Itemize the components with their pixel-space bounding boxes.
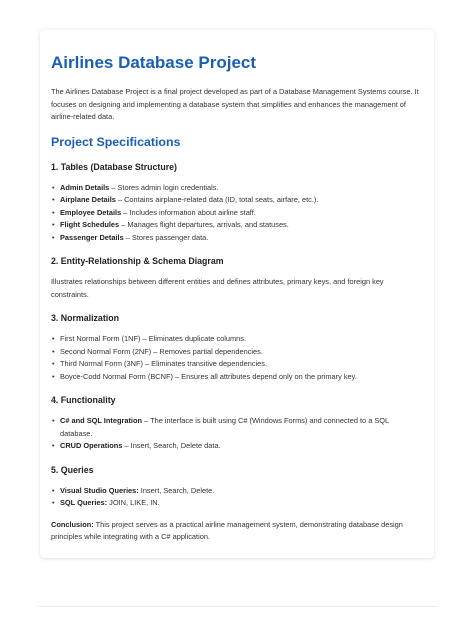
bullet-icon: • xyxy=(52,232,55,242)
item-text: – Contains airplane-related data (ID, total seats, airfare, etc.). xyxy=(115,195,319,204)
queries-heading: 5. Queries xyxy=(51,464,94,475)
list-item xyxy=(51,485,423,498)
page-title: Airlines Database Project xyxy=(51,53,257,72)
list-item xyxy=(51,194,423,207)
item-text: Boyce-Codd Normal Form (BCNF) – Ensures all attributes depend only on the primary key. xyxy=(60,371,357,381)
tables-list xyxy=(51,182,423,245)
conclusion-text: This project serves as a practical airline management system, demonstrating database design principles while integrating with a C# application. xyxy=(51,519,403,541)
functionality-heading: 4. Functionality xyxy=(51,395,116,405)
bullet-icon: • xyxy=(52,359,55,368)
list-item xyxy=(51,219,423,232)
list-item xyxy=(51,497,423,510)
erd-paragraph: Illustrates relationships between different entities and defines attributes, primary keys, and foreign key constraints. xyxy=(51,277,384,299)
list-item xyxy=(51,182,423,195)
list-item xyxy=(51,358,423,371)
page-divider xyxy=(36,606,438,607)
bullet-icon: • xyxy=(52,346,55,356)
erd-heading: 2. Entity-Relationship & Schema Diagram xyxy=(51,256,224,266)
item-lead: Passenger Details xyxy=(60,232,124,242)
list-item xyxy=(51,346,423,359)
item-text: Second Normal Form (2NF) – Removes partial dependencies. xyxy=(60,346,263,356)
bullet-icon: • xyxy=(52,182,55,192)
bullet-icon: • xyxy=(52,441,55,450)
bullet-icon: • xyxy=(52,416,55,425)
bullet-icon: • xyxy=(52,485,55,495)
item-lead: Admin Details xyxy=(60,182,110,192)
intro-paragraph: The Airlines Database Project is a final project developed as part of a Database Management Systems course. It focuses on designing and implementing a database system that simplifies and enhances the management of airline-related data. xyxy=(51,87,419,121)
item-text: Insert, Search, Delete. xyxy=(138,485,215,495)
item-lead: Visual Studio Queries: xyxy=(60,485,139,495)
normalization-heading: 3. Normalization xyxy=(51,313,119,323)
item-text: – The interface is built using C# (Windows Forms) and connected to a SQL database. xyxy=(60,416,389,438)
item-text: First Normal Form (1NF) – Eliminates duplicate columns. xyxy=(60,334,247,343)
item-lead: Employee Details xyxy=(60,207,122,217)
bullet-icon: • xyxy=(52,498,55,507)
normalization-list xyxy=(51,333,423,383)
bullet-icon: • xyxy=(52,195,55,204)
list-item xyxy=(51,440,423,453)
item-lead: CRUD Operations xyxy=(60,441,123,450)
conclusion-lead: Conclusion: xyxy=(51,519,94,529)
list-item xyxy=(51,207,423,220)
item-lead: Airplane Details xyxy=(60,195,116,204)
tables-heading: 1. Tables (Database Structure) xyxy=(51,161,177,172)
item-text: – Stores admin login credentials. xyxy=(109,182,219,192)
item-lead: Flight Schedules xyxy=(60,220,120,229)
list-item xyxy=(51,371,423,384)
item-lead: C# and SQL Integration xyxy=(60,416,142,425)
bullet-icon: • xyxy=(52,220,55,229)
item-lead: SQL Queries: xyxy=(60,498,108,507)
item-text: Third Normal Form (3NF) – Eliminates transitive dependencies. xyxy=(60,359,268,368)
item-text: – Manages flight departures, arrivals, and statuses. xyxy=(119,220,289,229)
item-text: – Includes information about airline staff. xyxy=(121,207,256,217)
list-item xyxy=(51,232,423,245)
item-text: JOIN, LIKE, IN. xyxy=(107,498,160,507)
bullet-icon: • xyxy=(52,207,55,217)
list-item xyxy=(51,415,423,440)
item-text: – Insert, Search, Delete data. xyxy=(122,441,221,450)
bullet-icon: • xyxy=(52,371,55,381)
conclusion-paragraph xyxy=(51,519,423,544)
bullet-icon: • xyxy=(52,334,55,343)
list-item xyxy=(51,333,423,346)
document-card xyxy=(40,30,434,558)
item-text: – Stores passenger data. xyxy=(123,232,209,242)
specs-heading: Project Specifications xyxy=(51,134,181,149)
functionality-list xyxy=(51,415,423,453)
queries-list xyxy=(51,485,423,510)
